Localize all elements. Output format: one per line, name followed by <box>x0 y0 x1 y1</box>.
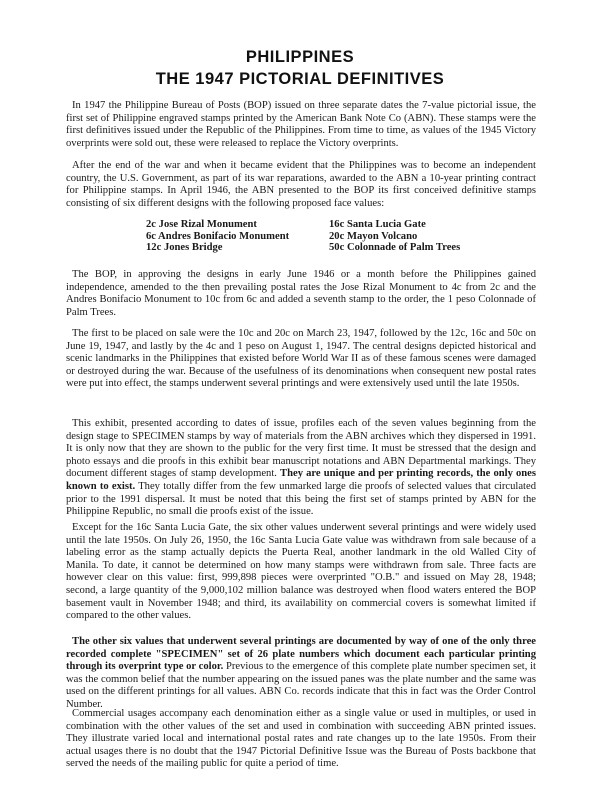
emphasis-text: They are unique and per printing records, the only ones known to exist. <box>66 468 536 492</box>
emphasis-text: The other six values that underwent several printings are documented by way of one of the only three recorded complete "SPECIMEN" set of 26 plate numbers which document each particular printing through its overprint type or color. <box>66 636 536 673</box>
list-item: 16c Santa Lucia Gate <box>329 219 426 230</box>
paragraph-commercial-usages: Commercial usages accompany each denomination either as a single value or used in multiples, or used in combination with the other values of the set and used in combination with succeeding ABN printed issues. They illustrate varied local and international postal rates and rate changes up to the late 1950s. From their actual usages there is no doubt that the 1947 Pictorial Definitive Issue was the Bureau of Posts backbone that served the needs of the mailing public for quite a period of time. <box>66 708 536 770</box>
paragraph-war-reparations: After the end of the war and when it became evident that the Philippines was to become an independent country, the U.S. Government, as part of its war reparations, awarded to the ABN a 10-year printing contract for Philippine stamps. In April 1946, the ABN presented to the BOP its first conceived definitive stamps consisting of six different designs with the following proposed face values: <box>66 160 536 209</box>
page-title: PHILIPPINES <box>245 48 355 66</box>
paragraph-text: They totally differ from the few unmarked large die proofs of selected values that circulated prior to the 1991 dispersal. It must be noted that this being the first set of stamps printed by ABN for the Philippine Republic, no small die proofs exist of the issue. <box>66 480 536 518</box>
page-subtitle: THE 1947 PICTORIAL DEFINITIVES <box>155 70 445 88</box>
paragraph-text: Previous to the emergence of this complete plate number specimen set, it was the common belief that the number appearing on the issued panes was the plate number and the same was used on the different printings for all values. ABN Co. records indicate that this in fact was the Order Control Number. <box>66 661 537 710</box>
paragraph-issue-dates: The first to be placed on sale were the 10c and 20c on March 23, 1947, followed by the 12c, 16c and 50c on June 19, 1947, and lastly by the 4c and 1 peso on August 1, 1947. The central designs depicted historical and scenic landmarks in the Philippines that existed before World War II as of these famous scenes were damaged or destroyed during the war. Because of the usefulness of its denominations when consequent new postal rates were put into effect, the stamps underwent several printings and were extensively used until the late 1950s. <box>66 328 536 390</box>
paragraph-santa-lucia: Except for the 16c Santa Lucia Gate, the six other values underwent several printings and were widely used until the late 1950s. On July 26, 1950, the 16c Santa Lucia Gate value was withdrawn from sale because of a labeling error as the stamp actually depicts the Puerta Real, another landmark in the old Walled City of Manila. To date, it cannot be determined on how many stamps were withdrawn from sale. Three facts are however clear on this value: first, 999,898 pieces were overprinted "O.B." and issued on May 28, 1948; second, a large quantity of the 9,000,102 million balance was destroyed when flood waters entered the BOP basement vault in November 1948; and third, its availability on commercial covers is somewhat limited if compared to the other values. <box>66 522 536 622</box>
list-item: 12c Jones Bridge <box>146 242 223 254</box>
paragraph-bop-approval: The BOP, in approving the designs in early June 1946 or a month before the Philippines gained independence, amended to the then prevailing postal rates the Jose Rizal Monument to 4c from 2c and the Andres Bonifacio Monument to 10c from 6c and added a seventh stamp to the order, the 1 peso Colonnade of Palm Trees. <box>66 269 536 318</box>
proposed-stamps-list <box>146 219 526 254</box>
paragraph-specimen-set <box>66 636 536 712</box>
list-item: 50c Colonnade of Palm Trees <box>329 242 461 254</box>
list-item: 2c Jose Rizal Monument <box>146 219 257 230</box>
list-item: 6c Andres Bonifacio Monument <box>146 230 290 242</box>
paragraph-exhibit <box>66 418 536 519</box>
paragraph-text: This exhibit, presented according to dates of issue, profiles each of the seven values beginning from the design stage to SPECIMEN stamps by way of materials from the ABN archives which they dispersed in 1991. It is only now that they are shown to the public for the very first time. It must be stressed that the design and photo essays and die proofs in this exhibit bear manuscript notations and ABN Departmental markings. They document different stages of stamp development. <box>66 418 536 480</box>
paragraph-intro: In 1947 the Philippine Bureau of Posts (BOP) issued on three separate dates the 7-value pictorial issue, the first set of Philippine engraved stamps printed by the American Bank Note Co (ABN). These stamps were the first definitives issued under the Republic of the Philippines. From time to time, as values of the 1945 Victory overprints were sold out, these were released to replace the Victory overprints. <box>66 100 536 149</box>
list-item: 20c Mayon Volcano <box>329 230 418 242</box>
